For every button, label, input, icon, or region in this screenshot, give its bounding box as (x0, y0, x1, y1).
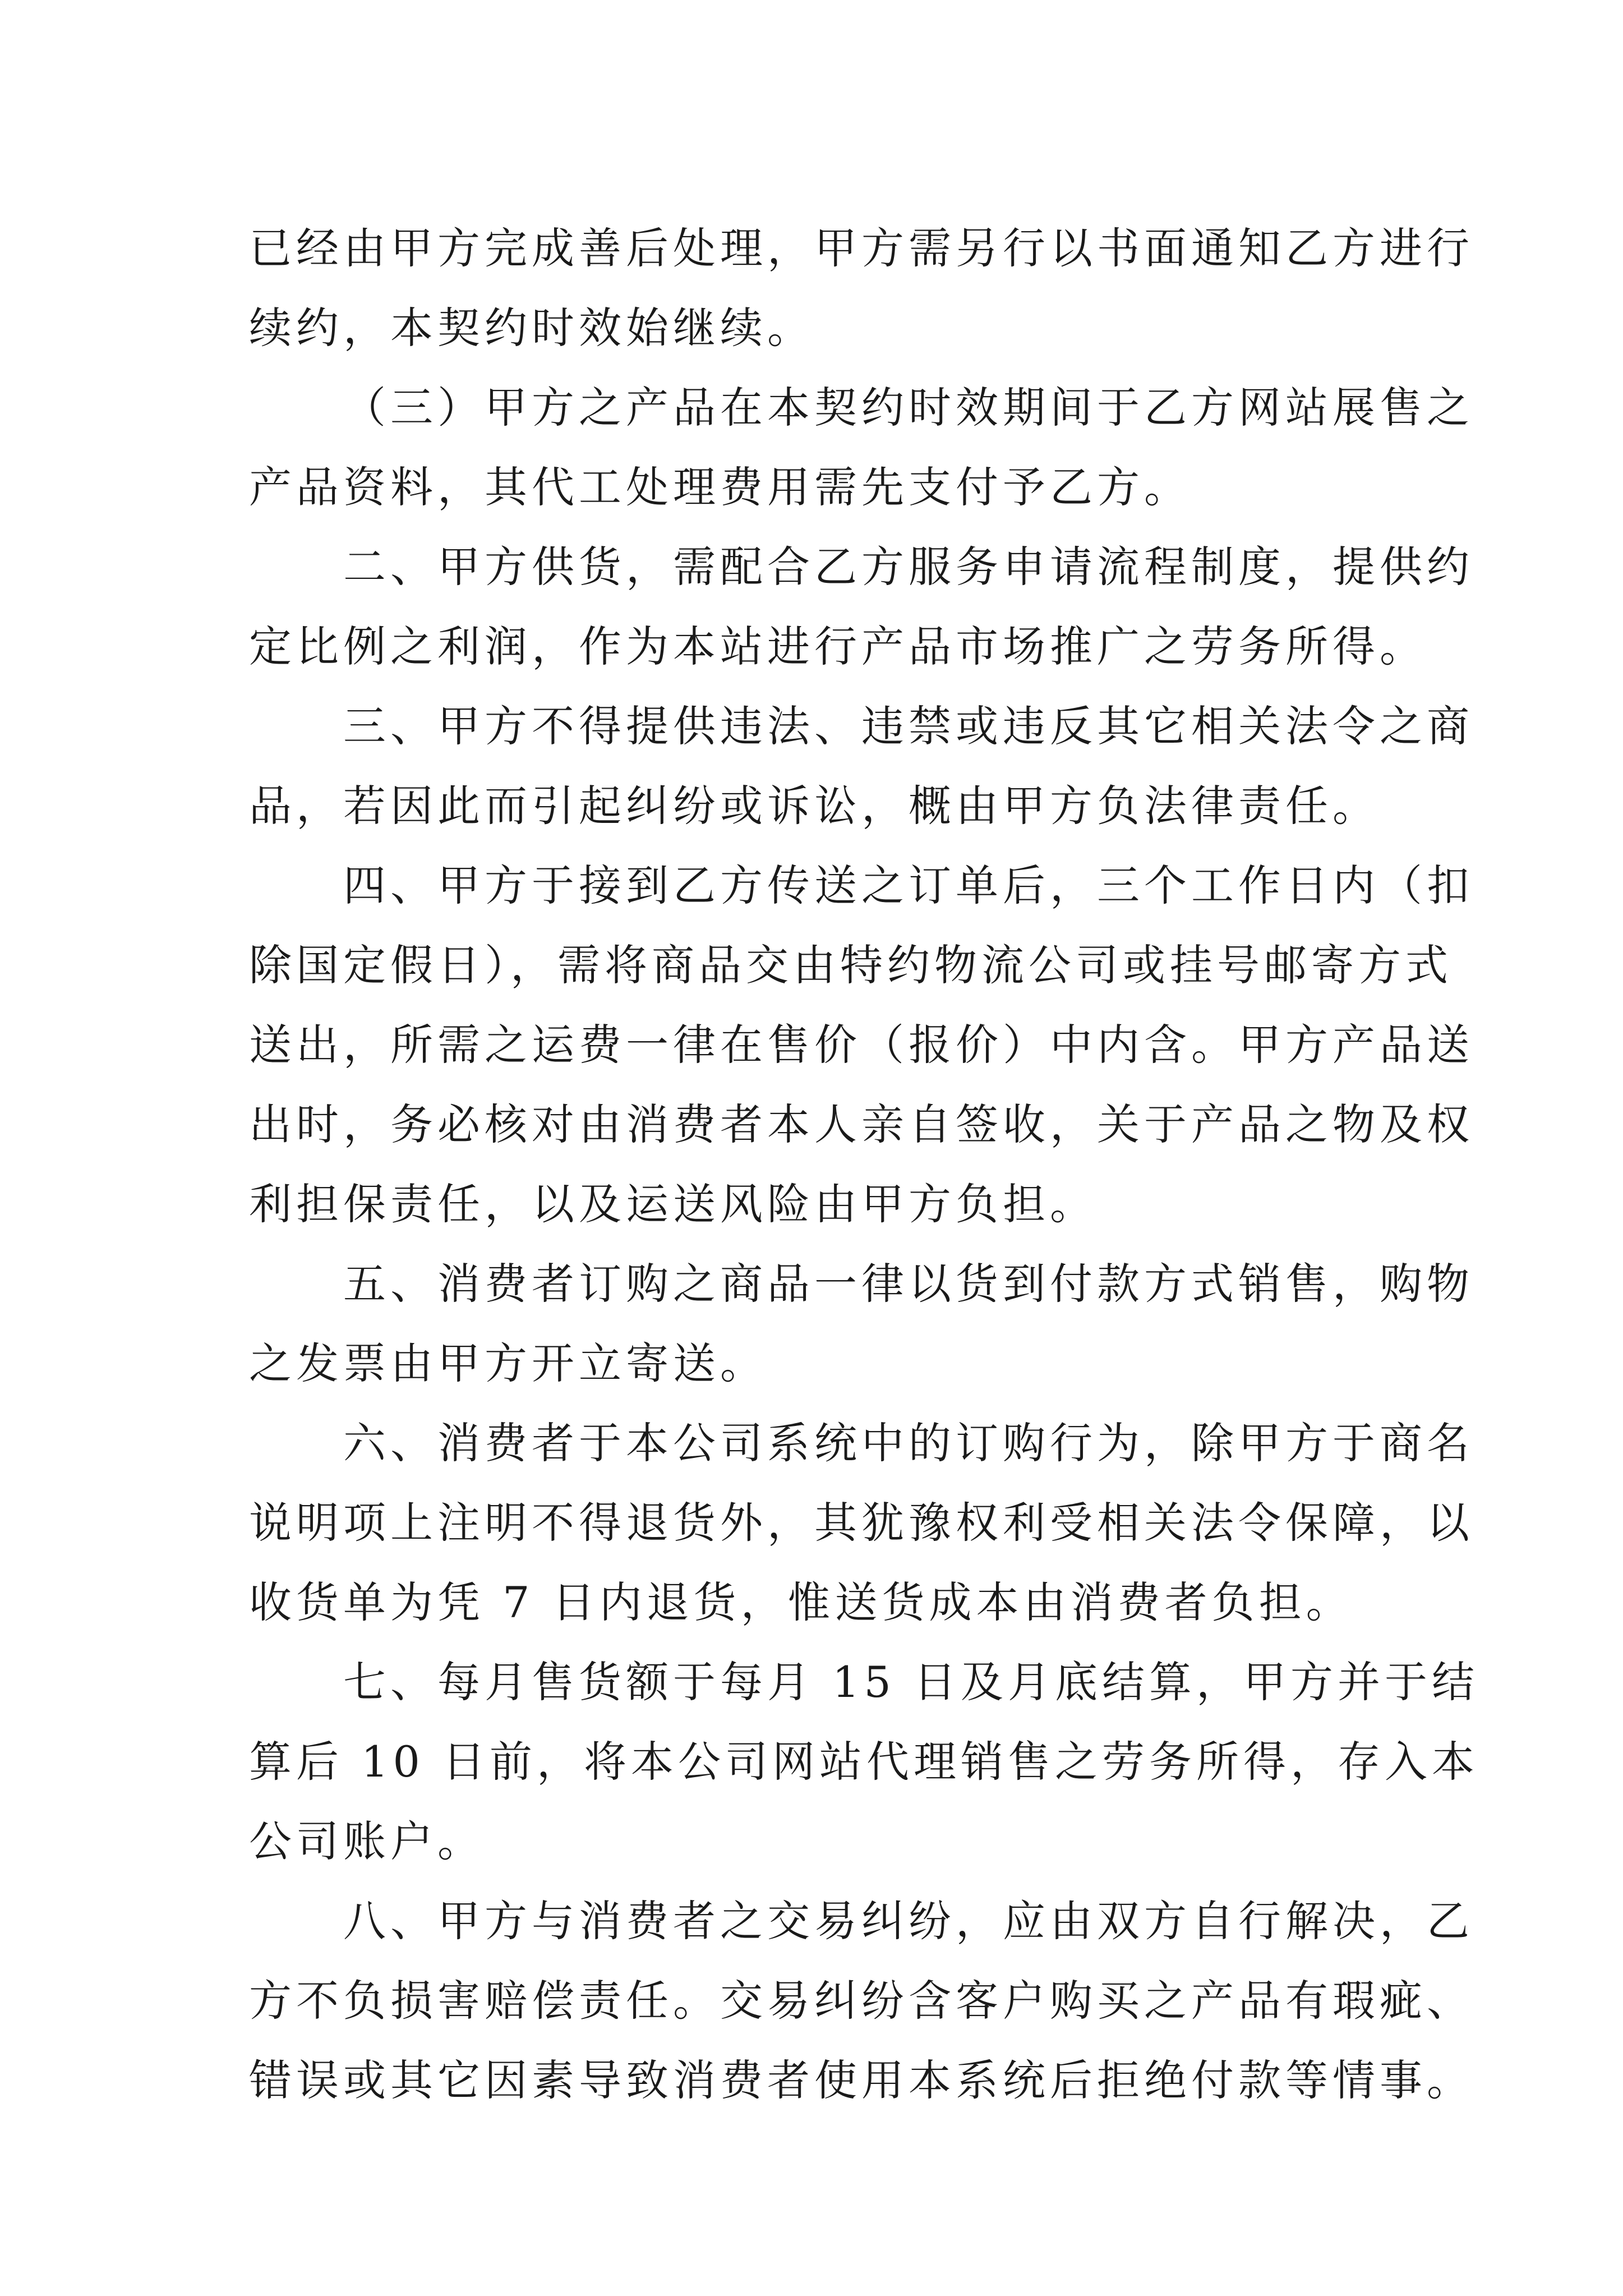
text-line: 六、消费者于本公司系统中的订购行为，除甲方于商名 (343, 1418, 1474, 1468)
text-line: 收货单为凭 7 日内退货，惟送货成本由消费者负担。 (249, 1577, 1353, 1627)
text-line: 除国定假日），需将商品交由特约物流公司或挂号邮寄方式 (249, 940, 1453, 990)
text-line: 出时，务必核对由消费者本人亲自签收，关于产品之物及权 (249, 1099, 1474, 1149)
text-line: 产品资料，其代工处理费用需先支付予乙方。 (249, 462, 1191, 512)
text-line: 算后 10 日前，将本公司网站代理销售之劳务所得，存入本 (249, 1737, 1479, 1787)
text-line: 三、甲方不得提供违法、违禁或违反其它相关法令之商 (343, 701, 1474, 751)
text-line: （三）甲方之产品在本契约时效期间于乙方网站展售之 (343, 383, 1474, 432)
text-line: 方不负损害赔偿责任。交易纠纷含客户购买之产品有瑕疵、 (249, 1976, 1474, 2026)
text-line: 利担保责任，以及运送风险由甲方负担。 (249, 1179, 1097, 1229)
text-line: 二、甲方供货，需配合乙方服务申请流程制度，提供约 (343, 542, 1474, 592)
text-line: 之发票由甲方开立寄送。 (249, 1338, 767, 1388)
text-line: 续约，本契约时效始继续。 (249, 303, 814, 353)
text-line: 四、甲方于接到乙方传送之订单后，三个工作日内（扣 (343, 861, 1474, 910)
text-line: 公司账户。 (249, 1816, 485, 1866)
text-line: 已经由甲方完成善后处理，甲方需另行以书面通知乙方进行 (249, 223, 1474, 273)
contract-body-text (249, 209, 1479, 2120)
text-line: 错误或其它因素导致消费者使用本系统后拒绝付款等情事。 (249, 2055, 1474, 2105)
text-line: 品，若因此而引起纠纷或诉讼，概由甲方负法律责任。 (249, 781, 1380, 831)
text-line: 说明项上注明不得退货外，其犹豫权利受相关法令保障，以 (249, 1498, 1474, 1548)
text-line: 送出，所需之运费一律在售价（报价）中内含。甲方产品送 (249, 1020, 1474, 1070)
text-line: 五、消费者订购之商品一律以货到付款方式销售，购物 (343, 1259, 1474, 1309)
text-line: 七、每月售货额于每月 15 日及月底结算，甲方并于结 (343, 1657, 1479, 1707)
text-line: 定比例之利润，作为本站进行产品市场推广之劳务所得。 (249, 622, 1427, 671)
text-line: 八、甲方与消费者之交易纠纷，应由双方自行解决，乙 (343, 1896, 1474, 1946)
